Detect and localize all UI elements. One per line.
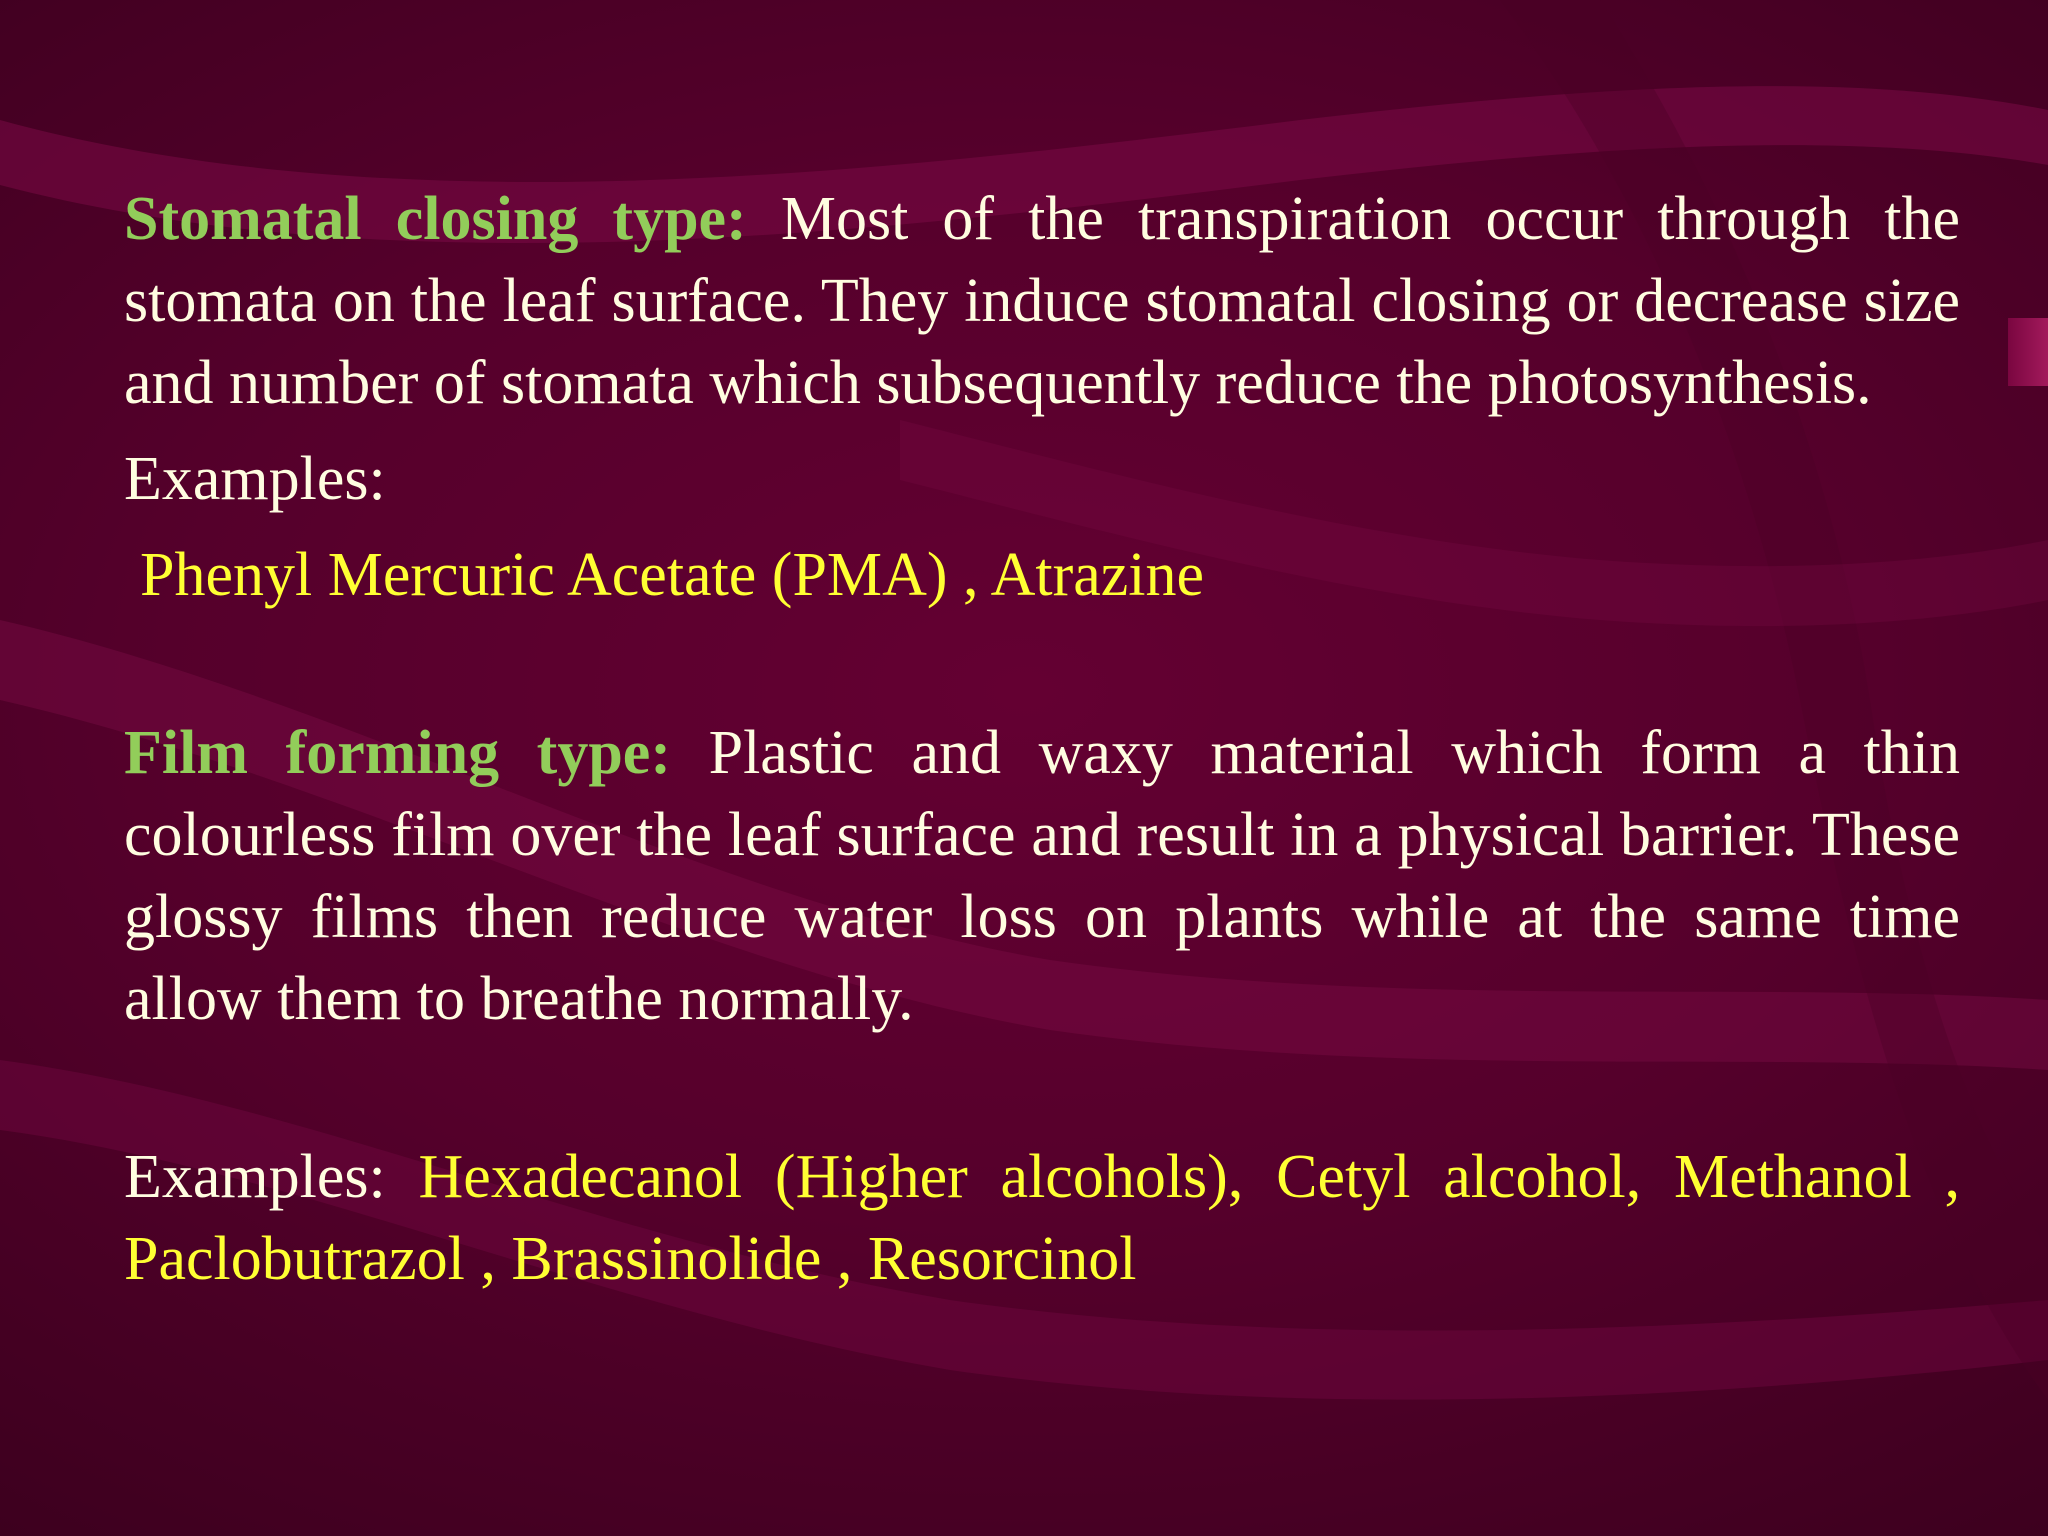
- examples-label-1: Examples:: [124, 445, 386, 513]
- stomatal-closing-paragraph: [124, 178, 1960, 424]
- film-forming-term: Film forming type:: [124, 719, 671, 787]
- stomatal-closing-examples: Phenyl Mercuric Acetate (PMA) , Atrazine: [140, 541, 1204, 609]
- film-forming-examples: Hexadecanol (Higher alcohols), Cetyl alcohol, Methanol , Paclobutrazol , Brassinolide , Resorcinol: [124, 1143, 1960, 1293]
- stomatal-closing-term: Stomatal closing type:: [124, 185, 747, 253]
- film-forming-description: Plastic and waxy material which form a thin colourless film over the leaf surface and result in a physical barrier. These glossy films then reduce water loss on plants while at the same time allow them to breathe normally.: [124, 719, 1961, 1033]
- film-forming-examples-paragraph: [124, 1136, 1960, 1300]
- slide-content: [124, 178, 1960, 1300]
- side-tab-decoration: [2008, 318, 2048, 386]
- examples-label-2: Examples:: [124, 1143, 419, 1211]
- stomatal-closing-description: Most of the transpiration occur through the stomata on the leaf surface. They induce stomatal closing or decrease size and number of stomata which subsequently reduce the photosynthesis.: [124, 185, 1960, 417]
- film-forming-paragraph: [124, 712, 1960, 1040]
